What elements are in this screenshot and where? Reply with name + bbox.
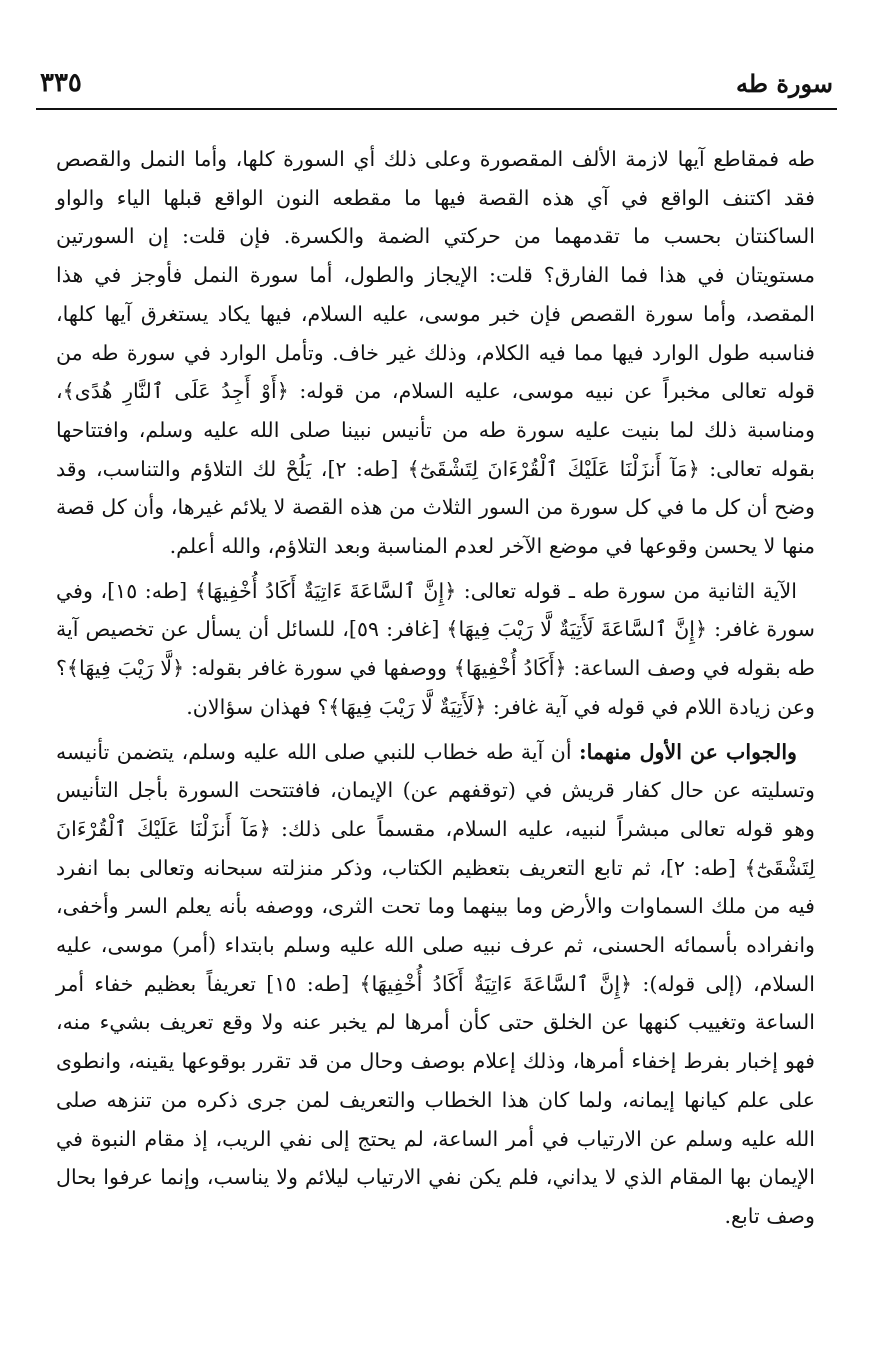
paragraph-text: الآية الثانية من سورة طه ـ قوله تعالى: ﴿إِنَّ ٱلسَّاعَةَ ءَاتِيَةٌ أَكَادُ أُخْفِيهَا﴾ [طه: ١٥]، وفي سورة غافر: ﴿إِنَّ ٱلسَّاعَةَ لَأَتِيَةٌ لَّا رَيْبَ فِيهَا﴾ [غافر: ٥٩]، للسائل أن يسأل عن تخصيص آية طه بقوله في وصف الساعة: ﴿أَكَادُ أُخْفِيهَا﴾ ووصفها في سورة غافر بقوله: ﴿لَّا رَيْبَ فِيهَا﴾؟ وعن زيادة اللام في قوله في آية غافر: ﴿لَأَتِيَةٌ لَّا رَيْبَ فِيهَا﴾؟ فهذان سؤالان.	[56, 578, 815, 719]
paragraph-text: طه فمقاطع آيها لازمة الألف المقصورة وعلى ذلك أي السورة كلها، وأما النمل والقصص فقد اكتنف الواقع في آي هذه القصة فيها ما مقطعه النون الواقع قبلها الياء والواو الساكنتان بحسب ما تقدمهما من حركتي الضمة والكسرة. فإن قلت: إن السورتين مستويتان في هذا فما الفارق؟ قلت: الإيجاز والطول، أما سورة النمل فأوجز في هذا المقصد، وأما سورة القصص فإن خبر موسى، عليه السلام، فيها يكاد يستغرق آيها كلها، فناسبه طول الوارد فيها مما فيه الكلام، وذلك غير خاف. وتأمل الوارد في سورة طه من قوله تعالى مخبراً عن نبيه موسى، عليه السلام، من قوله: ﴿أَوْ أَجِدُ عَلَى ٱلنَّارِ هُدًى﴾، ومناسبة ذلك لما بنيت عليه سورة طه من تأنيس نبينا صلى الله عليه وسلم، وافتتاحها بقوله تعالى: ﴿مَآ أَنزَلْنَا عَلَيْكَ ٱلْقُرْءَانَ لِتَشْقَىٰٓ﴾ [طه: ٢]، يَلُحْ لك التلاؤم والتناسب، وقد وضح أن كل ما في كل سورة من السور الثلاث من هذه القصة لا يلائم غيرها، وأن كل قصة منها لا يحسن وقوعها في موضع الآخر لعدم المناسبة وبعد التلاؤم، والله أعلم.	[56, 147, 816, 559]
page-number: ٣٣٥	[40, 68, 82, 98]
page-header	[40, 58, 833, 98]
surah-title: سورة طه	[736, 69, 833, 98]
paragraph-1	[56, 140, 815, 566]
paragraph-2	[56, 572, 815, 727]
paragraph-lead: والجواب عن الأول منهما:	[579, 739, 797, 764]
paragraph-text: أن آية طه خطاب للنبي صلى الله عليه وسلم، يتضمن تأنيسه وتسليته عن حال كفار قريش في (توقفهم عن) الإيمان، فافتتحت السورة بأجل التأنيس وهو قوله تعالى مبشراً لنبيه، عليه السلام، مقسماً على ذلك: ﴿مَآ أَنزَلْنَا عَلَيْكَ ٱلْقُرْءَانَ لِتَشْقَىٰٓ﴾ [طه: ٢]، ثم تابع التعريف بتعظيم الكتاب، وذكر منزلته سبحانه وتعالى بما انفرد فيه من ملك السماوات والأرض وما بينهما وما تحت الثرى، ووصفه بأنه يعلم السر وأخفى، وانفراده بأسمائه الحسنى، ثم عرف نبيه صلى الله عليه وسلم بابتداء (أمر) موسى، عليه السلام، (إلى قوله): ﴿إِنَّ ٱلسَّاعَةَ ءَاتِيَةٌ أَكَادُ أُخْفِيهَا﴾ [طه: ١٥] تعريفاً بعظيم خفاء أمر الساعة وتغييب كنهها عن الخلق حتى كأن أمرها لم يخبر عنه ولا وقع تعريف بشيء منه، فهو إخبار بفرط إخفاء أمرها، وذلك إعلام بوصف وحال من قد تقرر بوقوعها يقينه، وانطوى على علم كيانها إيمانه، ولما كان هذا الخطاب والتعريف لمن جرى ذكره من تنزهه صلى الله عليه وسلم عن الارتياب في أمر الساعة، لم يحتج إلى نفي الريب، إذ مقام النبوة في الإيمان بها المقام الذي لا يداني، فلم يكن نفي الارتياب ليلائم ولا يناسب، وإنما عرفوا بحال وصف تابع.	[56, 739, 816, 1228]
header-divider	[36, 108, 837, 110]
body-text	[56, 140, 815, 1236]
paragraph-3	[56, 733, 815, 1236]
